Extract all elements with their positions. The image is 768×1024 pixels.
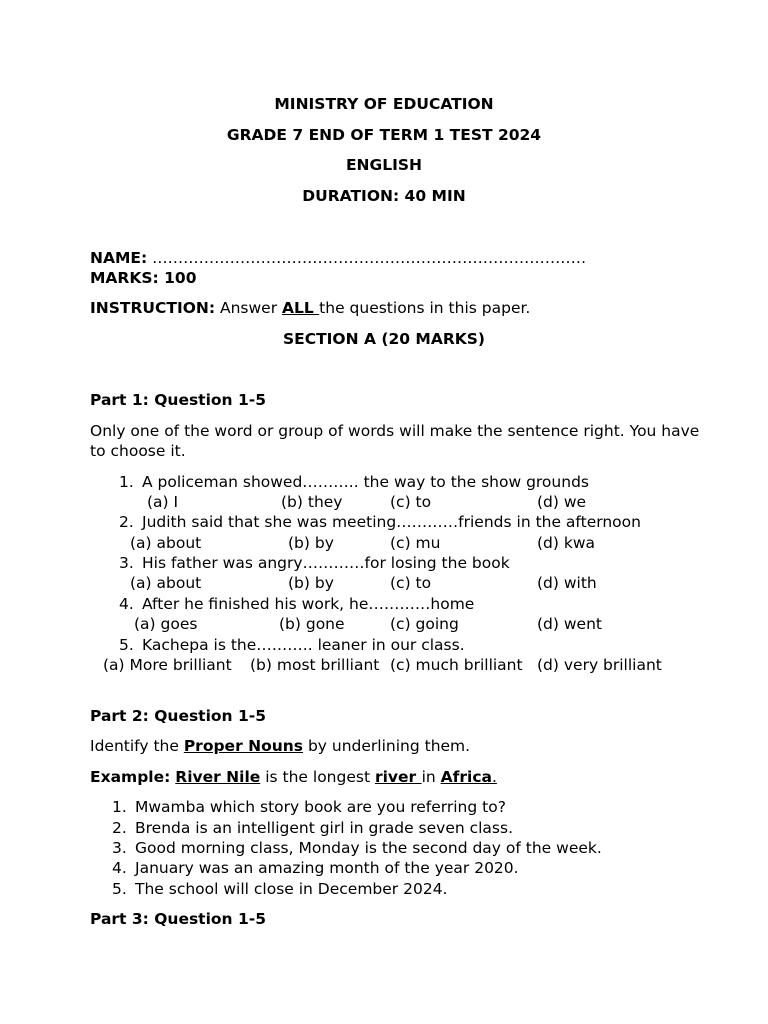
option-a: (a) I bbox=[147, 493, 179, 511]
list-item: Good morning class, Monday is the second day of the week. bbox=[135, 839, 602, 857]
part2-instruction-after: by underlining them. bbox=[303, 737, 471, 755]
part2-title: Part 2: Question 1-5 bbox=[90, 707, 266, 725]
question-number: 4. bbox=[119, 595, 134, 613]
option-b: (b) gone bbox=[279, 615, 345, 633]
name-line bbox=[90, 248, 586, 268]
part2-instruction-key: Proper Nouns bbox=[183, 737, 304, 755]
option-a: (a) goes bbox=[134, 615, 198, 633]
question-number: 2. bbox=[119, 513, 134, 531]
list-item: The school will close in December 2024. bbox=[135, 880, 448, 898]
option-b: (b) by bbox=[288, 534, 334, 552]
list-item-number: 4. bbox=[112, 859, 127, 877]
question-number: 5. bbox=[119, 636, 134, 654]
question-text: After he finished his work, he…………home bbox=[142, 595, 475, 613]
part3-title: Part 3: Question 1-5 bbox=[90, 910, 266, 928]
option-c: (c) to bbox=[390, 493, 432, 511]
part1-intro-line2: to choose it. bbox=[90, 442, 186, 460]
instruction-text-after: the questions in this paper. bbox=[319, 299, 531, 317]
part2-example bbox=[90, 767, 497, 787]
instruction-text-before: Answer bbox=[215, 299, 283, 317]
example-end: . bbox=[491, 768, 497, 786]
instruction-emphasis: ALL bbox=[282, 299, 320, 317]
name-label: NAME: bbox=[90, 249, 148, 267]
test-title: GRADE 7 END OF TERM 1 TEST 2024 bbox=[226, 126, 542, 144]
option-a: (a) about bbox=[130, 574, 202, 592]
duration-heading: DURATION: 40 MIN bbox=[302, 187, 466, 205]
example-word-2: river bbox=[374, 768, 422, 786]
part1-title: Part 1: Question 1-5 bbox=[90, 391, 266, 409]
option-d: (d) with bbox=[537, 574, 597, 592]
option-a: (a) More brilliant bbox=[103, 656, 232, 674]
part2-instruction bbox=[90, 736, 470, 756]
question-text: Kachepa is the……….. leaner in our class. bbox=[142, 636, 465, 654]
example-word-1: River Nile bbox=[175, 768, 261, 786]
question-text: His father was angry…………for losing the book bbox=[142, 554, 510, 572]
option-c: (c) much brilliant bbox=[390, 656, 523, 674]
option-d: (d) kwa bbox=[537, 534, 596, 552]
instruction-line bbox=[90, 298, 530, 318]
list-item-number: 1. bbox=[112, 798, 127, 816]
list-item: Mwamba which story book are you referring to? bbox=[135, 798, 506, 816]
question-text: A policeman showed……….. the way to the show grounds bbox=[142, 473, 589, 491]
question-number: 1. bbox=[119, 473, 134, 491]
option-a: (a) about bbox=[130, 534, 202, 552]
section-a-heading: SECTION A (20 MARKS) bbox=[282, 330, 486, 348]
question-number: 3. bbox=[119, 554, 134, 572]
list-item-number: 5. bbox=[112, 880, 127, 898]
list-item-number: 2. bbox=[112, 819, 127, 837]
list-item: January was an amazing month of the year 2020. bbox=[135, 859, 519, 877]
option-d: (d) we bbox=[537, 493, 587, 511]
option-c: (c) to bbox=[390, 574, 432, 592]
marks-line: MARKS: 100 bbox=[90, 269, 197, 287]
subject-heading: ENGLISH bbox=[345, 156, 423, 174]
option-d: (d) went bbox=[537, 615, 602, 633]
option-c: (c) going bbox=[390, 615, 459, 633]
option-b: (b) by bbox=[288, 574, 334, 592]
list-item-number: 3. bbox=[112, 839, 127, 857]
name-dots: ………………………………………………………………………… bbox=[152, 249, 587, 267]
part1-intro-line1: Only one of the word or group of words will make the sentence right. You have bbox=[90, 422, 700, 440]
option-d: (d) very brilliant bbox=[537, 656, 662, 674]
example-word-3: Africa bbox=[440, 768, 492, 786]
option-b: (b) most brilliant bbox=[250, 656, 380, 674]
instruction-label: INSTRUCTION: bbox=[90, 299, 216, 317]
example-text-1: is the longest bbox=[260, 768, 375, 786]
example-text-2: in bbox=[421, 768, 441, 786]
part2-instruction-before: Identify the bbox=[90, 737, 184, 755]
list-item: Brenda is an intelligent girl in grade seven class. bbox=[135, 819, 514, 837]
option-b: (b) they bbox=[281, 493, 343, 511]
question-text: Judith said that she was meeting…………friends in the afternoon bbox=[142, 513, 641, 531]
option-c: (c) mu bbox=[390, 534, 441, 552]
ministry-heading: MINISTRY OF EDUCATION bbox=[274, 95, 494, 113]
example-label: Example: bbox=[90, 768, 171, 786]
